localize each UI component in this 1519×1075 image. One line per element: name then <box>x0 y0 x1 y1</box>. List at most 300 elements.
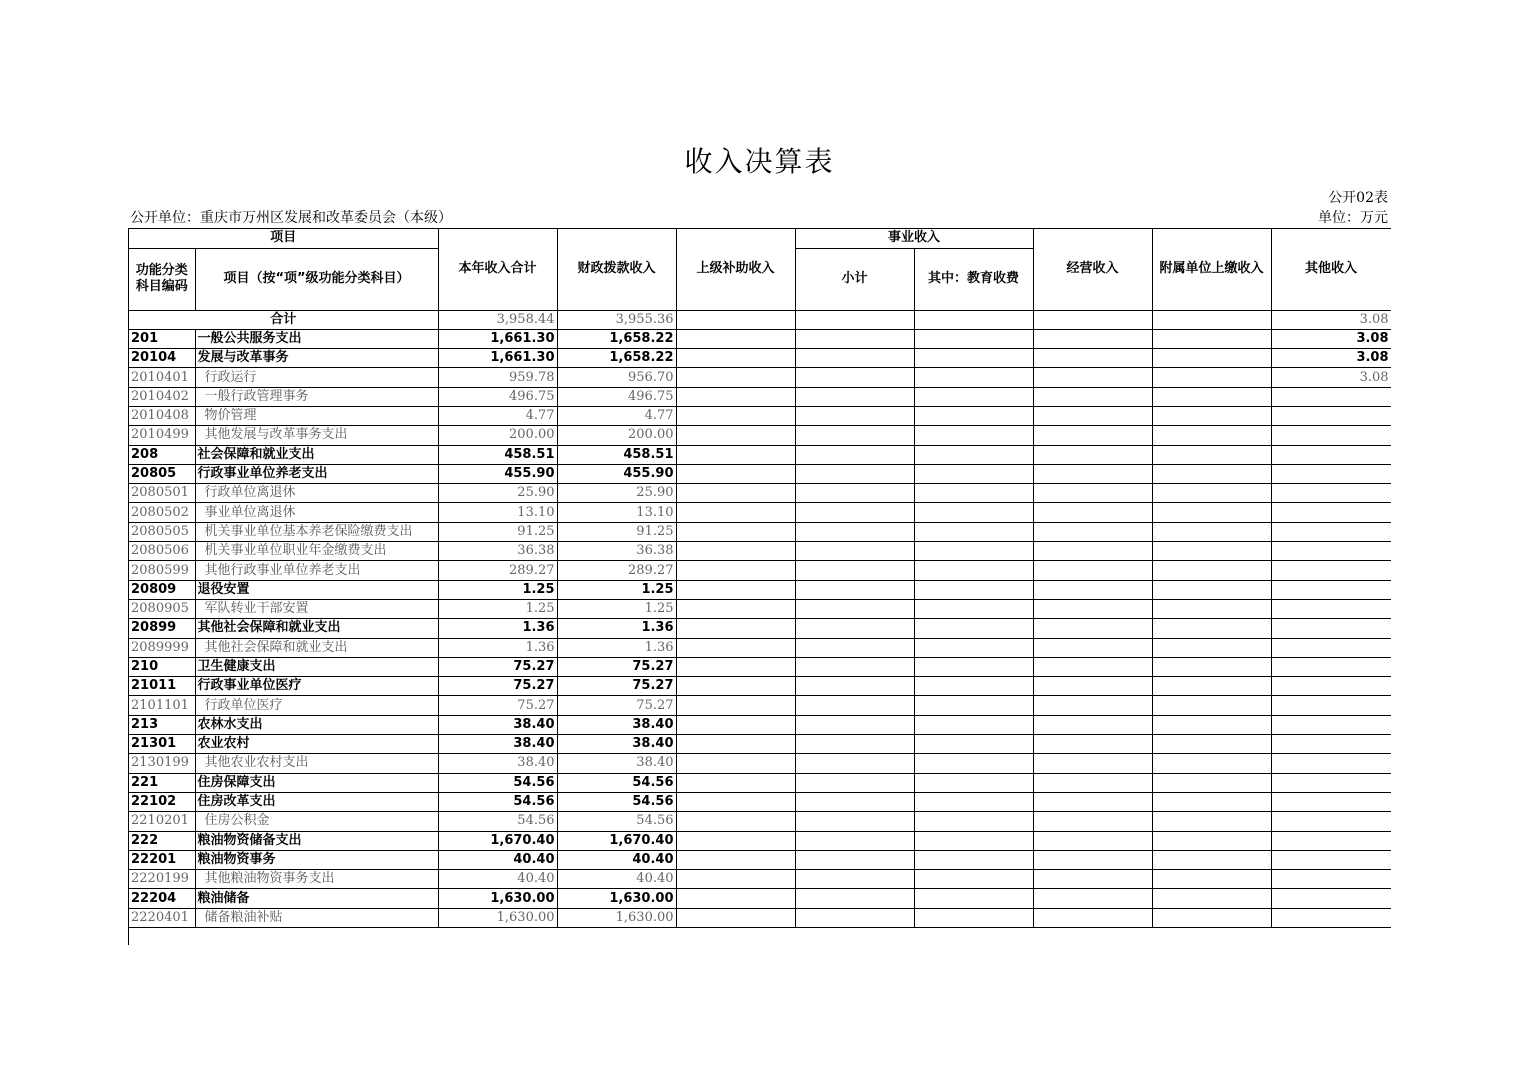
row-operating <box>1033 735 1152 754</box>
row-other <box>1271 657 1391 676</box>
row-affiliated <box>1152 599 1271 618</box>
row-operating <box>1033 792 1152 811</box>
row-operating <box>1033 696 1152 715</box>
row-subtotal <box>795 522 914 541</box>
row-other <box>1271 677 1391 696</box>
table-row <box>129 522 1391 541</box>
row-superior <box>676 426 795 445</box>
table-row <box>129 445 1391 464</box>
income-table-container <box>128 228 1391 945</box>
row-affiliated <box>1152 831 1271 850</box>
row-subtotal <box>795 599 914 618</box>
row-name: 社会保障和就业支出 <box>195 445 438 464</box>
total-fiscal: 3,955.36 <box>557 310 676 329</box>
row-affiliated <box>1152 754 1271 773</box>
row-subtotal <box>795 387 914 406</box>
row-subtotal <box>795 503 914 522</box>
row-superior <box>676 677 795 696</box>
row-fiscal: 54.56 <box>557 773 676 792</box>
row-superior <box>676 329 795 348</box>
row-total: 1,630.00 <box>438 889 557 908</box>
row-total: 13.10 <box>438 503 557 522</box>
row-code: 208 <box>129 445 195 464</box>
table-row <box>129 773 1391 792</box>
row-subtotal <box>795 561 914 580</box>
row-superior <box>676 831 795 850</box>
row-code: 2080506 <box>129 542 195 561</box>
currency-unit: 单位：万元 <box>1318 210 1388 226</box>
row-other <box>1271 792 1391 811</box>
row-name: 军队转业干部安置 <box>195 599 438 618</box>
row-affiliated <box>1152 812 1271 831</box>
row-affiliated <box>1152 677 1271 696</box>
row-superior <box>676 542 795 561</box>
header-subtotal: 小计 <box>795 248 914 310</box>
header-fiscal: 财政拨款收入 <box>557 229 676 310</box>
row-name: 行政单位离退休 <box>195 484 438 503</box>
row-subtotal <box>795 542 914 561</box>
row-name: 农林水支出 <box>195 715 438 734</box>
row-total: 1,670.40 <box>438 831 557 850</box>
row-other <box>1271 580 1391 599</box>
row-fiscal: 54.56 <box>557 792 676 811</box>
row-edu <box>914 735 1033 754</box>
row-other <box>1271 715 1391 734</box>
row-operating <box>1033 368 1152 387</box>
total-label: 合计 <box>129 310 438 329</box>
row-edu <box>914 715 1033 734</box>
row-affiliated <box>1152 792 1271 811</box>
row-subtotal <box>795 831 914 850</box>
row-superior <box>676 599 795 618</box>
row-name: 储备粮油补贴 <box>195 908 438 927</box>
row-total: 1.25 <box>438 599 557 618</box>
row-edu <box>914 426 1033 445</box>
row-name: 农业农村 <box>195 735 438 754</box>
row-operating <box>1033 580 1152 599</box>
row-fiscal: 200.00 <box>557 426 676 445</box>
row-name: 其他社会保障和就业支出 <box>195 619 438 638</box>
row-total: 36.38 <box>438 542 557 561</box>
row-other <box>1271 542 1391 561</box>
row-subtotal <box>795 792 914 811</box>
row-name: 物价管理 <box>195 406 438 425</box>
row-code: 201 <box>129 329 195 348</box>
row-operating <box>1033 561 1152 580</box>
row-other <box>1271 484 1391 503</box>
row-affiliated <box>1152 850 1271 869</box>
row-affiliated <box>1152 735 1271 754</box>
table-row <box>129 638 1391 657</box>
row-superior <box>676 387 795 406</box>
row-operating <box>1033 889 1152 908</box>
table-row <box>129 850 1391 869</box>
row-code: 2010401 <box>129 368 195 387</box>
row-total: 1.36 <box>438 619 557 638</box>
row-edu <box>914 889 1033 908</box>
row-superior <box>676 792 795 811</box>
header-total: 本年收入合计 <box>438 229 557 310</box>
row-fiscal: 75.27 <box>557 657 676 676</box>
row-edu <box>914 368 1033 387</box>
row-edu <box>914 619 1033 638</box>
header-superior: 上级补助收入 <box>676 229 795 310</box>
header-business: 事业收入 <box>795 229 1033 248</box>
row-operating <box>1033 715 1152 734</box>
row-affiliated <box>1152 329 1271 348</box>
row-fiscal: 75.27 <box>557 696 676 715</box>
row-other <box>1271 445 1391 464</box>
row-other <box>1271 387 1391 406</box>
table-row <box>129 406 1391 425</box>
row-operating <box>1033 619 1152 638</box>
row-subtotal <box>795 464 914 483</box>
row-superior <box>676 406 795 425</box>
row-name: 其他行政事业单位养老支出 <box>195 561 438 580</box>
row-operating <box>1033 831 1152 850</box>
row-edu <box>914 484 1033 503</box>
row-name: 退役安置 <box>195 580 438 599</box>
row-affiliated <box>1152 908 1271 927</box>
row-fiscal: 38.40 <box>557 735 676 754</box>
table-row <box>129 657 1391 676</box>
row-affiliated <box>1152 503 1271 522</box>
row-superior <box>676 619 795 638</box>
row-affiliated <box>1152 696 1271 715</box>
total-amount: 3,958.44 <box>438 310 557 329</box>
row-operating <box>1033 657 1152 676</box>
table-row <box>129 831 1391 850</box>
row-edu <box>914 812 1033 831</box>
header-item: 项目 <box>129 229 438 248</box>
row-subtotal <box>795 638 914 657</box>
row-total: 1,630.00 <box>438 908 557 927</box>
row-total: 40.40 <box>438 870 557 889</box>
table-row <box>129 387 1391 406</box>
table-row <box>129 715 1391 734</box>
row-affiliated <box>1152 561 1271 580</box>
row-superior <box>676 638 795 657</box>
row-other <box>1271 870 1391 889</box>
table-row <box>129 696 1391 715</box>
header-code: 功能分类科目编码 <box>129 248 195 310</box>
row-code: 2220199 <box>129 870 195 889</box>
row-operating <box>1033 812 1152 831</box>
row-name: 事业单位离退休 <box>195 503 438 522</box>
row-affiliated <box>1152 657 1271 676</box>
row-operating <box>1033 870 1152 889</box>
table-row <box>129 599 1391 618</box>
row-code: 210 <box>129 657 195 676</box>
row-total: 200.00 <box>438 426 557 445</box>
row-code: 213 <box>129 715 195 734</box>
row-code: 2210201 <box>129 812 195 831</box>
row-affiliated <box>1152 484 1271 503</box>
row-total: 54.56 <box>438 792 557 811</box>
row-affiliated <box>1152 522 1271 541</box>
row-code: 20809 <box>129 580 195 599</box>
row-other: 3.08 <box>1271 349 1391 368</box>
row-subtotal <box>795 349 914 368</box>
row-code: 21011 <box>129 677 195 696</box>
row-subtotal <box>795 696 914 715</box>
table-row <box>129 503 1391 522</box>
row-other <box>1271 773 1391 792</box>
row-edu <box>914 773 1033 792</box>
row-name: 一般公共服务支出 <box>195 329 438 348</box>
row-subtotal <box>795 329 914 348</box>
row-name: 其他社会保障和就业支出 <box>195 638 438 657</box>
row-other <box>1271 638 1391 657</box>
row-operating <box>1033 638 1152 657</box>
table-row <box>129 735 1391 754</box>
header-other: 其他收入 <box>1271 229 1391 310</box>
row-code: 2130199 <box>129 754 195 773</box>
total-edu <box>914 310 1033 329</box>
row-affiliated <box>1152 580 1271 599</box>
row-affiliated <box>1152 368 1271 387</box>
row-fiscal: 956.70 <box>557 368 676 387</box>
row-other <box>1271 850 1391 869</box>
row-fiscal: 1,658.22 <box>557 329 676 348</box>
row-operating <box>1033 522 1152 541</box>
row-other <box>1271 831 1391 850</box>
row-total: 458.51 <box>438 445 557 464</box>
row-fiscal: 13.10 <box>557 503 676 522</box>
row-operating <box>1033 599 1152 618</box>
row-subtotal <box>795 677 914 696</box>
row-code: 222 <box>129 831 195 850</box>
row-superior <box>676 754 795 773</box>
row-edu <box>914 657 1033 676</box>
row-other <box>1271 426 1391 445</box>
total-superior <box>676 310 795 329</box>
row-other <box>1271 754 1391 773</box>
row-other: 3.08 <box>1271 368 1391 387</box>
row-code: 20899 <box>129 619 195 638</box>
row-subtotal <box>795 773 914 792</box>
row-code: 20805 <box>129 464 195 483</box>
row-subtotal <box>795 850 914 869</box>
page-title: 收入决算表 <box>684 145 835 178</box>
row-fiscal: 496.75 <box>557 387 676 406</box>
row-operating <box>1033 464 1152 483</box>
row-fiscal: 1.36 <box>557 638 676 657</box>
table-row <box>129 812 1391 831</box>
row-fiscal: 4.77 <box>557 406 676 425</box>
row-affiliated <box>1152 619 1271 638</box>
row-edu <box>914 464 1033 483</box>
row-total: 40.40 <box>438 850 557 869</box>
row-operating <box>1033 329 1152 348</box>
row-total: 959.78 <box>438 368 557 387</box>
row-total: 496.75 <box>438 387 557 406</box>
row-total: 1.25 <box>438 580 557 599</box>
row-fiscal: 40.40 <box>557 870 676 889</box>
row-other <box>1271 619 1391 638</box>
row-name: 卫生健康支出 <box>195 657 438 676</box>
row-affiliated <box>1152 889 1271 908</box>
row-subtotal <box>795 406 914 425</box>
row-subtotal <box>795 484 914 503</box>
row-name: 行政运行 <box>195 368 438 387</box>
row-code: 22102 <box>129 792 195 811</box>
row-code: 22201 <box>129 850 195 869</box>
row-total: 91.25 <box>438 522 557 541</box>
row-fiscal: 1.25 <box>557 580 676 599</box>
row-operating <box>1033 542 1152 561</box>
row-operating <box>1033 406 1152 425</box>
row-affiliated <box>1152 715 1271 734</box>
row-other <box>1271 406 1391 425</box>
row-superior <box>676 657 795 676</box>
row-code: 2010402 <box>129 387 195 406</box>
row-superior <box>676 368 795 387</box>
row-operating <box>1033 754 1152 773</box>
row-edu <box>914 349 1033 368</box>
table-row <box>129 677 1391 696</box>
row-operating <box>1033 445 1152 464</box>
row-affiliated <box>1152 638 1271 657</box>
row-subtotal <box>795 715 914 734</box>
row-total: 25.90 <box>438 484 557 503</box>
row-code: 20104 <box>129 349 195 368</box>
row-subtotal <box>795 619 914 638</box>
row-operating <box>1033 426 1152 445</box>
row-name: 其他粮油物资事务支出 <box>195 870 438 889</box>
row-name: 机关事业单位基本养老保险缴费支出 <box>195 522 438 541</box>
row-other <box>1271 735 1391 754</box>
row-name: 机关事业单位职业年金缴费支出 <box>195 542 438 561</box>
row-other <box>1271 503 1391 522</box>
row-fiscal: 38.40 <box>557 715 676 734</box>
row-operating <box>1033 773 1152 792</box>
reporting-unit: 公开单位：重庆市万州区发展和改革委员会（本级） <box>130 210 452 226</box>
row-edu <box>914 580 1033 599</box>
table-row <box>129 792 1391 811</box>
row-superior <box>676 696 795 715</box>
table-row <box>129 329 1391 348</box>
row-subtotal <box>795 908 914 927</box>
row-superior <box>676 870 795 889</box>
table-row <box>129 426 1391 445</box>
row-fiscal: 1,658.22 <box>557 349 676 368</box>
income-table <box>129 229 1391 928</box>
row-subtotal <box>795 426 914 445</box>
row-fiscal: 25.90 <box>557 484 676 503</box>
row-affiliated <box>1152 349 1271 368</box>
total-operating <box>1033 310 1152 329</box>
row-fiscal: 1.36 <box>557 619 676 638</box>
row-total: 75.27 <box>438 657 557 676</box>
total-row <box>129 310 1391 329</box>
header-name: 项目（按“项”级功能分类科目） <box>195 248 438 310</box>
row-affiliated <box>1152 387 1271 406</box>
header-edu: 其中：教育收费 <box>914 248 1033 310</box>
row-total: 1,661.30 <box>438 349 557 368</box>
row-code: 2080502 <box>129 503 195 522</box>
row-fiscal: 1.25 <box>557 599 676 618</box>
row-name: 行政事业单位养老支出 <box>195 464 438 483</box>
row-name: 行政单位医疗 <box>195 696 438 715</box>
row-edu <box>914 831 1033 850</box>
row-operating <box>1033 484 1152 503</box>
total-subtotal <box>795 310 914 329</box>
row-total: 455.90 <box>438 464 557 483</box>
row-code: 2220401 <box>129 908 195 927</box>
row-name: 粮油储备 <box>195 889 438 908</box>
row-edu <box>914 696 1033 715</box>
row-operating <box>1033 850 1152 869</box>
row-fiscal: 54.56 <box>557 812 676 831</box>
row-edu <box>914 503 1033 522</box>
header-operating: 经营收入 <box>1033 229 1152 310</box>
row-affiliated <box>1152 773 1271 792</box>
row-fiscal: 91.25 <box>557 522 676 541</box>
row-other <box>1271 812 1391 831</box>
row-total: 1,661.30 <box>438 329 557 348</box>
total-affiliated <box>1152 310 1271 329</box>
row-edu <box>914 638 1033 657</box>
row-other <box>1271 464 1391 483</box>
row-affiliated <box>1152 870 1271 889</box>
row-fiscal: 289.27 <box>557 561 676 580</box>
row-superior <box>676 484 795 503</box>
row-other <box>1271 599 1391 618</box>
row-superior <box>676 715 795 734</box>
row-superior <box>676 580 795 599</box>
row-total: 1.36 <box>438 638 557 657</box>
row-subtotal <box>795 812 914 831</box>
row-edu <box>914 522 1033 541</box>
row-code: 21301 <box>129 735 195 754</box>
row-operating <box>1033 503 1152 522</box>
table-row <box>129 464 1391 483</box>
row-total: 75.27 <box>438 677 557 696</box>
row-code: 2101101 <box>129 696 195 715</box>
row-name: 其他农业农村支出 <box>195 754 438 773</box>
row-edu <box>914 908 1033 927</box>
row-affiliated <box>1152 445 1271 464</box>
row-edu <box>914 406 1033 425</box>
row-edu <box>914 754 1033 773</box>
row-fiscal: 40.40 <box>557 850 676 869</box>
row-superior <box>676 908 795 927</box>
row-subtotal <box>795 735 914 754</box>
row-edu <box>914 542 1033 561</box>
row-subtotal <box>795 870 914 889</box>
row-operating <box>1033 677 1152 696</box>
row-total: 75.27 <box>438 696 557 715</box>
row-total: 4.77 <box>438 406 557 425</box>
table-row <box>129 484 1391 503</box>
row-other <box>1271 696 1391 715</box>
row-name: 行政事业单位医疗 <box>195 677 438 696</box>
row-superior <box>676 503 795 522</box>
table-number: 公开02表 <box>1328 190 1388 206</box>
row-code: 2080501 <box>129 484 195 503</box>
row-edu <box>914 677 1033 696</box>
row-edu <box>914 870 1033 889</box>
row-name: 粮油物资事务 <box>195 850 438 869</box>
row-total: 38.40 <box>438 754 557 773</box>
row-total: 54.56 <box>438 773 557 792</box>
row-other <box>1271 522 1391 541</box>
row-superior <box>676 522 795 541</box>
row-subtotal <box>795 754 914 773</box>
table-row <box>129 349 1391 368</box>
row-fiscal: 38.40 <box>557 754 676 773</box>
